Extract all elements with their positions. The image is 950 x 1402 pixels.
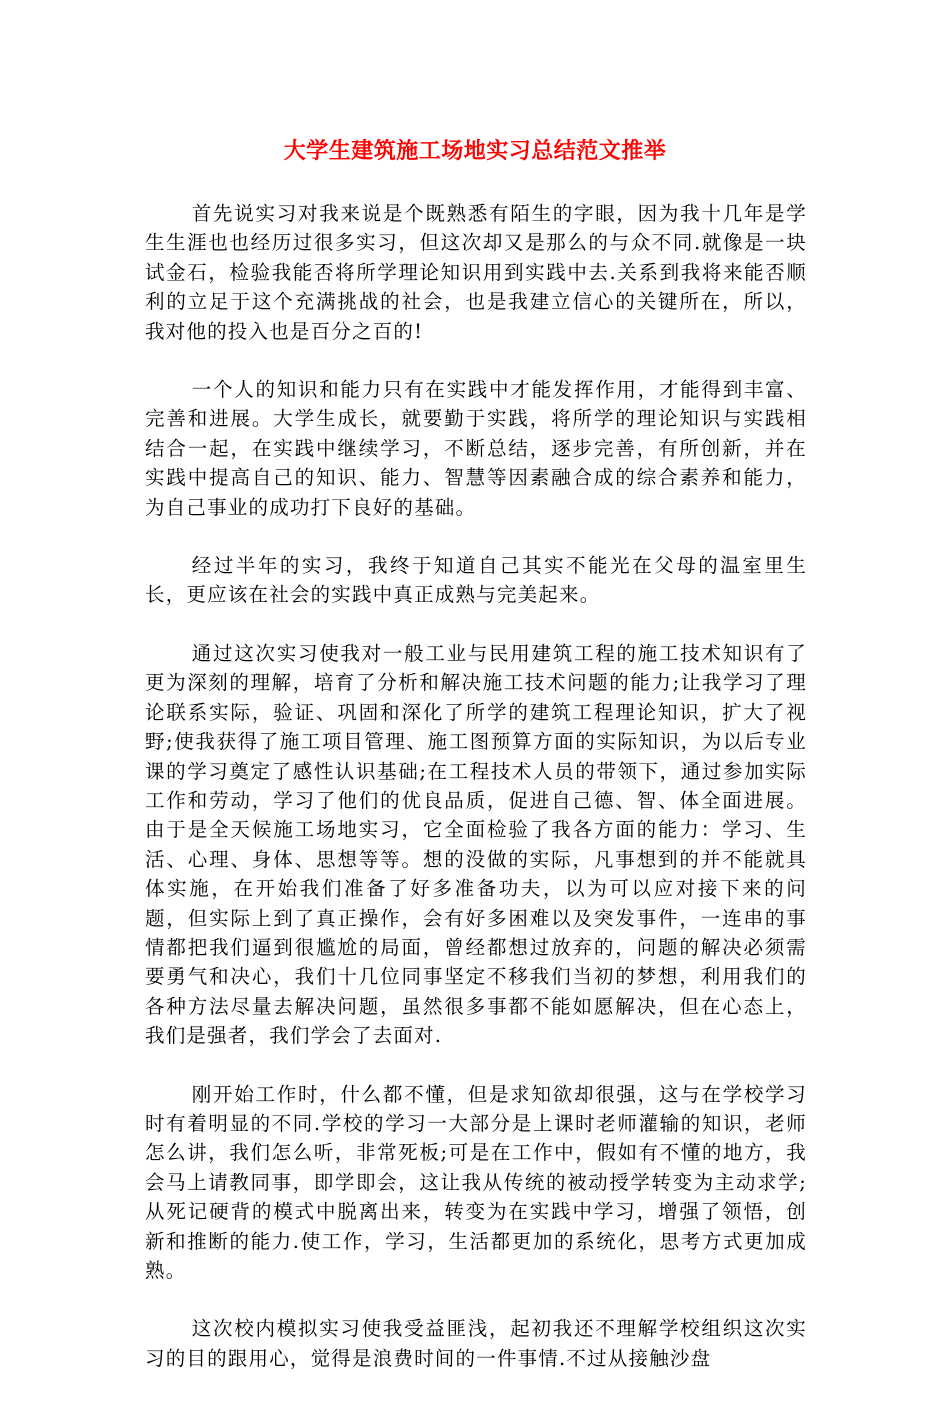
paragraph-1: 首先说实习对我来说是个既熟悉有陌生的字眼，因为我十几年是学生生涯也也经历过很多实习，但这次却又是那么的与众不同.就像是一块试金石，检验我能否将所学理论知识用到实践中去.关系到我将来能否顺利的立足于这个充满挑战的社会，也是我建立信心的关键所在，所以，我对他的投入也是百分之百的! bbox=[145, 202, 807, 343]
document-title: 大学生建筑施工场地实习总结范文推举 bbox=[283, 139, 667, 164]
paragraph-4: 通过这次实习使我对一般工业与民用建筑工程的施工技术知识有了更为深刻的理解，培育了分析和解决施工技术问题的能力;让我学习了理论联系实际，验证、巩固和深化了所学的建筑工程理论知识，扩大了视野;使我获得了施工项目管理、施工图预算方面的实际知识，为以后专业课的学习奠定了感性认识基础;在工程技术人员的带领下，通过参加实际工作和劳动，学习了他们的优良品质，促进自己德、智、体全面进展。由于是全天候施工场地实习，它全面检验了我各方面的能力：学习、生活、心理、身体、思想等等。想的没做的实际，凡事想到的并不能就具体实施，在开始我们准备了好多准备功夫，以为可以应对接下来的问题，但实际上到了真正操作，会有好多困难以及突发事件，一连串的事情都把我们逼到很尴尬的局面，曾经都想过放弃的，问题的解决必须需要勇气和决心，我们十几位同事坚定不移我们当初的梦想，利用我们的各种方法尽量去解决问题，虽然很多事都不能如愿解决，但在心态上，我们是强者，我们学会了去面对. bbox=[145, 641, 807, 1048]
paragraph-5: 刚开始工作时，什么都不懂，但是求知欲却很强，这与在学校学习时有着明显的不同.学校的学习一大部分是上课时老师灌输的知识，老师怎么讲，我们怎么听，非常死板;可是在工作中，假如有不懂的地方，我会马上请教同事，即学即会，这让我从传统的被动授学转变为主动求学;从死记硬背的模式中脱离出来，转变为在实践中学习，增强了领悟，创新和推断的能力.使工作，学习，生活都更加的系统化，思考方式更加成熟。 bbox=[145, 1082, 807, 1282]
paragraph-3: 经过半年的实习，我终于知道自己其实不能光在父母的温室里生长，更应该在社会的实践中真正成熟与完美起来。 bbox=[145, 554, 807, 607]
paragraph-2: 一个人的知识和能力只有在实践中才能发挥作用，才能得到丰富、完善和进展。大学生成长，就要勤于实践，将所学的理论知识与实践相结合一起，在实践中继续学习，不断总结，逐步完善，有所创新，并在实践中提高自己的知识、能力、智慧等因素融合成的综合素养和能力，为自己事业的成功打下良好的基础。 bbox=[145, 378, 807, 519]
paragraph-6: 这次校内模拟实习使我受益匪浅，起初我还不理解学校组织这次实习的目的跟用心，觉得是浪费时间的一件事情.不过从接触沙盘 bbox=[145, 1317, 807, 1370]
document-body bbox=[145, 199, 807, 1402]
